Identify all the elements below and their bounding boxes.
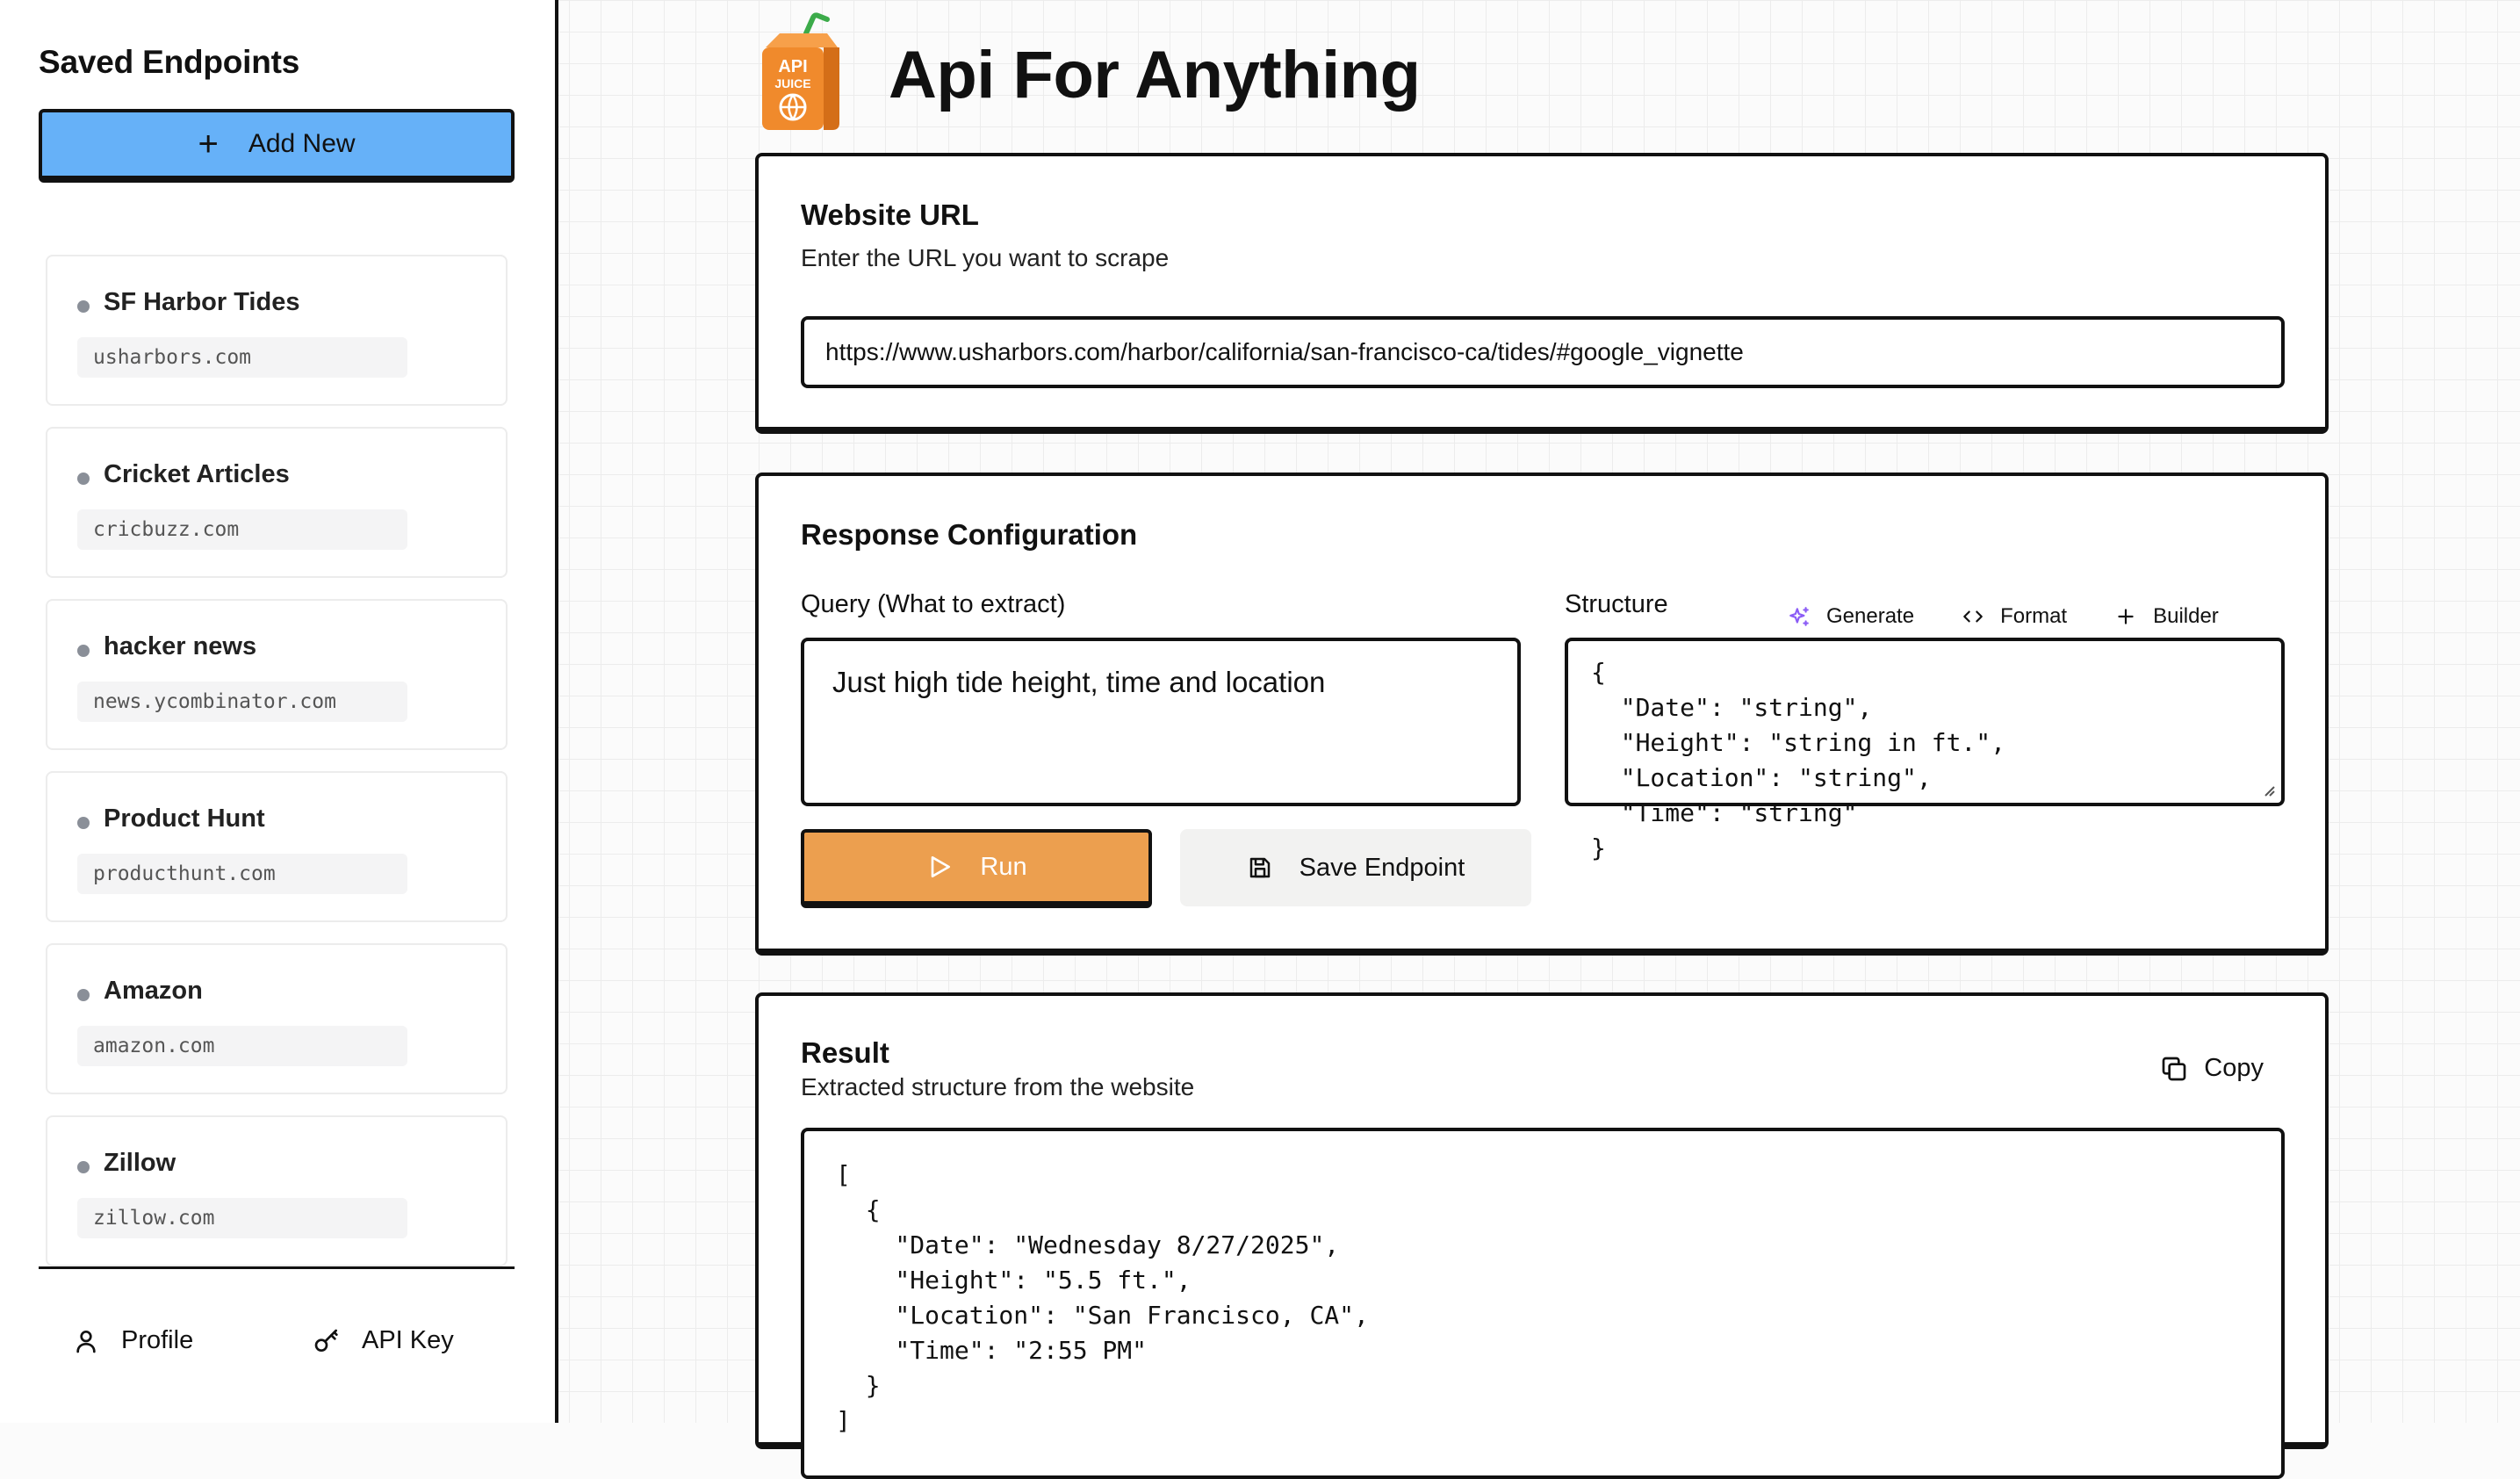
endpoint-domain: news.ycombinator.com — [77, 682, 407, 722]
endpoint-name: hacker news — [104, 632, 257, 660]
structure-editor[interactable] — [1565, 638, 2285, 862]
juice-box-logo-icon — [753, 14, 850, 133]
endpoint-domain: usharbors.com — [77, 337, 407, 378]
builder-button[interactable] — [2114, 604, 2219, 629]
format-label: Format — [2000, 604, 2068, 628]
api-key-link[interactable] — [313, 1326, 454, 1355]
endpoint-domain: amazon.com — [77, 1026, 407, 1066]
endpoint-domain: zillow.com — [77, 1198, 407, 1238]
sidebar-title: Saved Endpoints — [39, 44, 300, 80]
structure-code: { "Date": "string", "Height": "string in ft.", "Location": "string", "Time": "string" } — [1591, 658, 2006, 862]
endpoint-domain: producthunt.com — [77, 854, 407, 894]
result-subtitle: Extracted structure from the website — [801, 1073, 1195, 1100]
run-button[interactable] — [801, 829, 1152, 908]
save-endpoint-label: Save Endpoint — [1299, 853, 1465, 882]
endpoint-card[interactable] — [46, 599, 508, 750]
endpoint-name: Cricket Articles — [104, 460, 290, 488]
structure-label: Structure — [1565, 590, 1668, 618]
website-url-subtitle: Enter the URL you want to scrape — [801, 244, 1170, 271]
endpoint-card[interactable] — [46, 255, 508, 406]
plus-icon — [2114, 605, 2137, 628]
generate-button[interactable] — [1788, 604, 1914, 629]
endpoint-name: SF Harbor Tides — [104, 288, 300, 316]
app-title: Api For Anything — [889, 38, 1421, 112]
profile-label: Profile — [121, 1326, 194, 1354]
builder-label: Builder — [2153, 604, 2219, 628]
sidebar — [0, 0, 558, 1423]
format-button[interactable] — [1962, 604, 2067, 629]
structure-toolbar — [1788, 604, 2266, 629]
generate-label: Generate — [1826, 604, 1915, 628]
svg-text:JUICE: JUICE — [774, 76, 811, 90]
endpoint-card[interactable] — [46, 1115, 508, 1266]
key-icon — [313, 1327, 341, 1355]
endpoint-card[interactable] — [46, 427, 508, 578]
website-url-title: Website URL — [801, 198, 979, 231]
resize-handle-icon[interactable] — [2260, 782, 2276, 797]
status-dot-icon — [77, 473, 90, 485]
plus-icon: + — [198, 125, 219, 163]
status-dot-icon — [77, 989, 90, 1001]
copy-button[interactable] — [2160, 1054, 2264, 1083]
api-key-label: API Key — [362, 1326, 454, 1354]
endpoint-name: Zillow — [104, 1149, 176, 1177]
query-input[interactable]: Just high tide height, time and location — [801, 638, 1521, 806]
endpoint-name: Amazon — [104, 977, 203, 1005]
result-output[interactable]: [ { "Date": "Wednesday 8/27/2025", "Height": "5.5 ft.", "Location": "San Francisco, CA", "Time": "2:55 PM" } ] — [801, 1128, 2285, 1479]
status-dot-icon — [77, 817, 90, 829]
endpoint-domain: cricbuzz.com — [77, 509, 407, 550]
website-url-card — [755, 153, 2329, 434]
save-disk-icon — [1247, 855, 1273, 881]
endpoint-card[interactable] — [46, 771, 508, 922]
user-icon — [72, 1327, 100, 1355]
response-configuration-title: Response Configuration — [801, 518, 1138, 551]
endpoint-card[interactable] — [46, 943, 508, 1094]
endpoint-list[interactable] — [46, 255, 508, 1238]
status-dot-icon — [77, 645, 90, 657]
endpoint-name: Product Hunt — [104, 804, 265, 833]
response-configuration-card — [755, 473, 2329, 956]
add-new-label: Add New — [248, 129, 356, 158]
save-endpoint-button[interactable] — [1180, 829, 1531, 906]
add-new-button[interactable] — [39, 109, 515, 183]
run-label: Run — [980, 852, 1027, 881]
status-dot-icon — [77, 300, 90, 313]
svg-text:API: API — [778, 57, 808, 76]
play-icon — [925, 853, 954, 881]
url-input[interactable] — [801, 316, 2285, 388]
result-title: Result — [801, 1036, 889, 1069]
copy-icon — [2160, 1055, 2188, 1083]
result-card — [755, 992, 2329, 1449]
status-dot-icon — [77, 1161, 90, 1173]
query-label: Query (What to extract) — [801, 590, 1066, 618]
profile-link[interactable] — [72, 1326, 193, 1355]
sparkles-icon — [1788, 605, 1811, 628]
code-brackets-icon — [1962, 605, 1984, 628]
copy-label: Copy — [2204, 1054, 2264, 1082]
sidebar-divider — [39, 1266, 515, 1269]
